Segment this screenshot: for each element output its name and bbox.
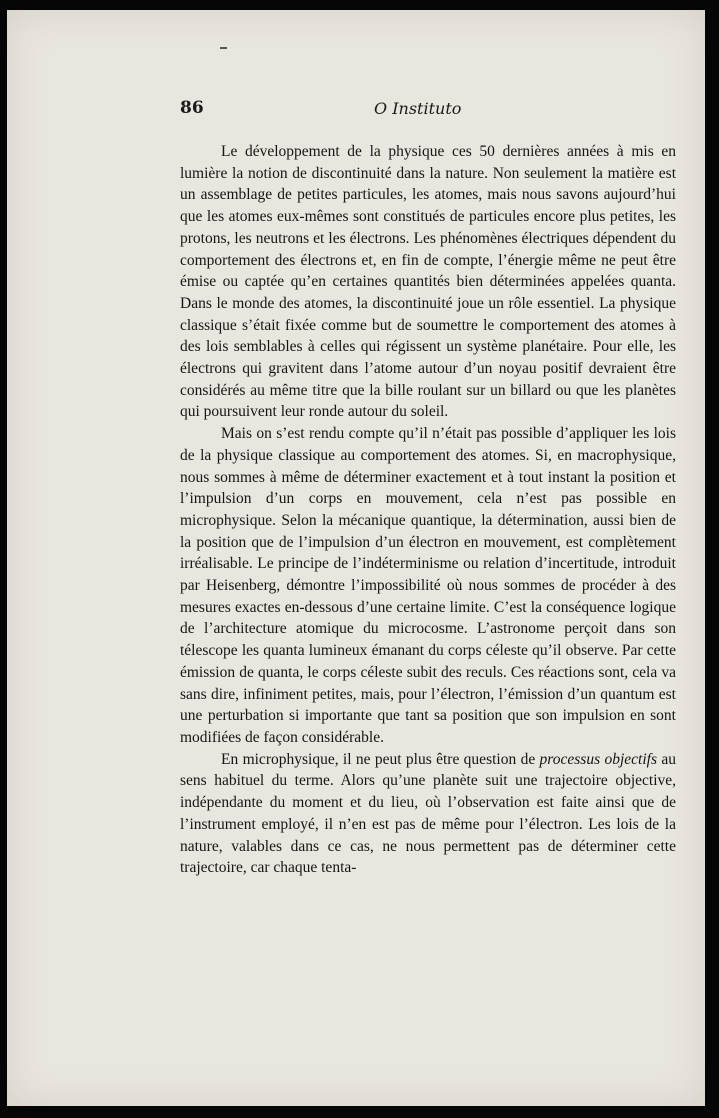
ink-mark bbox=[220, 47, 227, 49]
book-page bbox=[7, 10, 705, 1106]
paragraph-3-rest: au sens habituel du terme. Alors qu’une planète suit une trajectoire objective, indépendante du moment et du lieu, où l’observation est faite ainsi que de l’instrument employé, il n’en est pas de même pour l’électron. Les lois de la nature, valables dans ce cas, ne nous permettent pas de déterminer cette trajectoire, car chaque tenta- bbox=[180, 750, 676, 877]
paragraph-1: Le développement de la physique ces 50 dernières années à mis en lumière la notion de discontinuité dans la nature. Non seulement la matière est un assemblage de petites particules, les atomes, mais nous savons aujourd’hui que les atomes eux-mêmes sont constitués de particules encore plus petites, les protons, les neutrons et les électrons. Les phénomènes électriques dépendent du comportement des électrons et, en fin de compte, l’énergie même ne peut être émise ou captée qu’en certaines quantités bien déterminées appelées quanta. Dans le monde des atomes, la discontinuité joue un rôle essentiel. La physique classique s’était fixée comme but de soumettre le comportement des atomes à des lois semblables à celles qui régissent un système planétaire. Pour elle, les électrons qui gravitent dans l’atome autour d’un noyau positif devraient être considérés au même titre que la bille roulant sur un billard ou que les planètes qui poursuivent leur ronde autour du soleil. bbox=[180, 143, 676, 421]
paragraph-2: Mais on s’est rendu compte qu’il n’était pas possible d’appliquer les lois de la physique classique au comportement des atomes. Si, en macrophysique, nous sommes à même de déterminer exactement et à tout instant la position et l’impulsion d’un corps en mouvement, cela n’est pas possible en microphysique. Selon la mécanique quantique, la détermination, aussi bien de la position que de l’impulsion d’un électron en mouvement, est complètement irréalisable. Le principe de l’indéterminisme ou relation d’incertitude, introduit par Heisenberg, démontre l’impossibilité où nous sommes de procéder à des mesures exactes en-dessous d’une certaine limite. C’est la conséquence logique de l’architecture atomique du microcosme. L’astronome perçoit dans son télescope les quanta lumineux émanant du corps céleste qu’il observe. Par cette émission de quanta, le corps céleste subit des reculs. Ces réactions sont, cela va sans dire, infiniment petites, mais, pour l’électron, l’émission d’un quantum est une perturbation si importante que tant sa position que son impulsion en sont modifiées de façon considérable. bbox=[180, 425, 676, 746]
paragraph-3 bbox=[180, 749, 676, 879]
paragraph-3-emphasis: processus objectifs bbox=[539, 750, 657, 768]
paragraph-3-start: En microphysique, il ne peut plus être question de bbox=[221, 750, 540, 768]
running-title: O Instituto bbox=[374, 99, 462, 118]
page-header bbox=[180, 98, 676, 122]
page-number: 86 bbox=[180, 98, 204, 118]
body-text bbox=[180, 141, 676, 879]
